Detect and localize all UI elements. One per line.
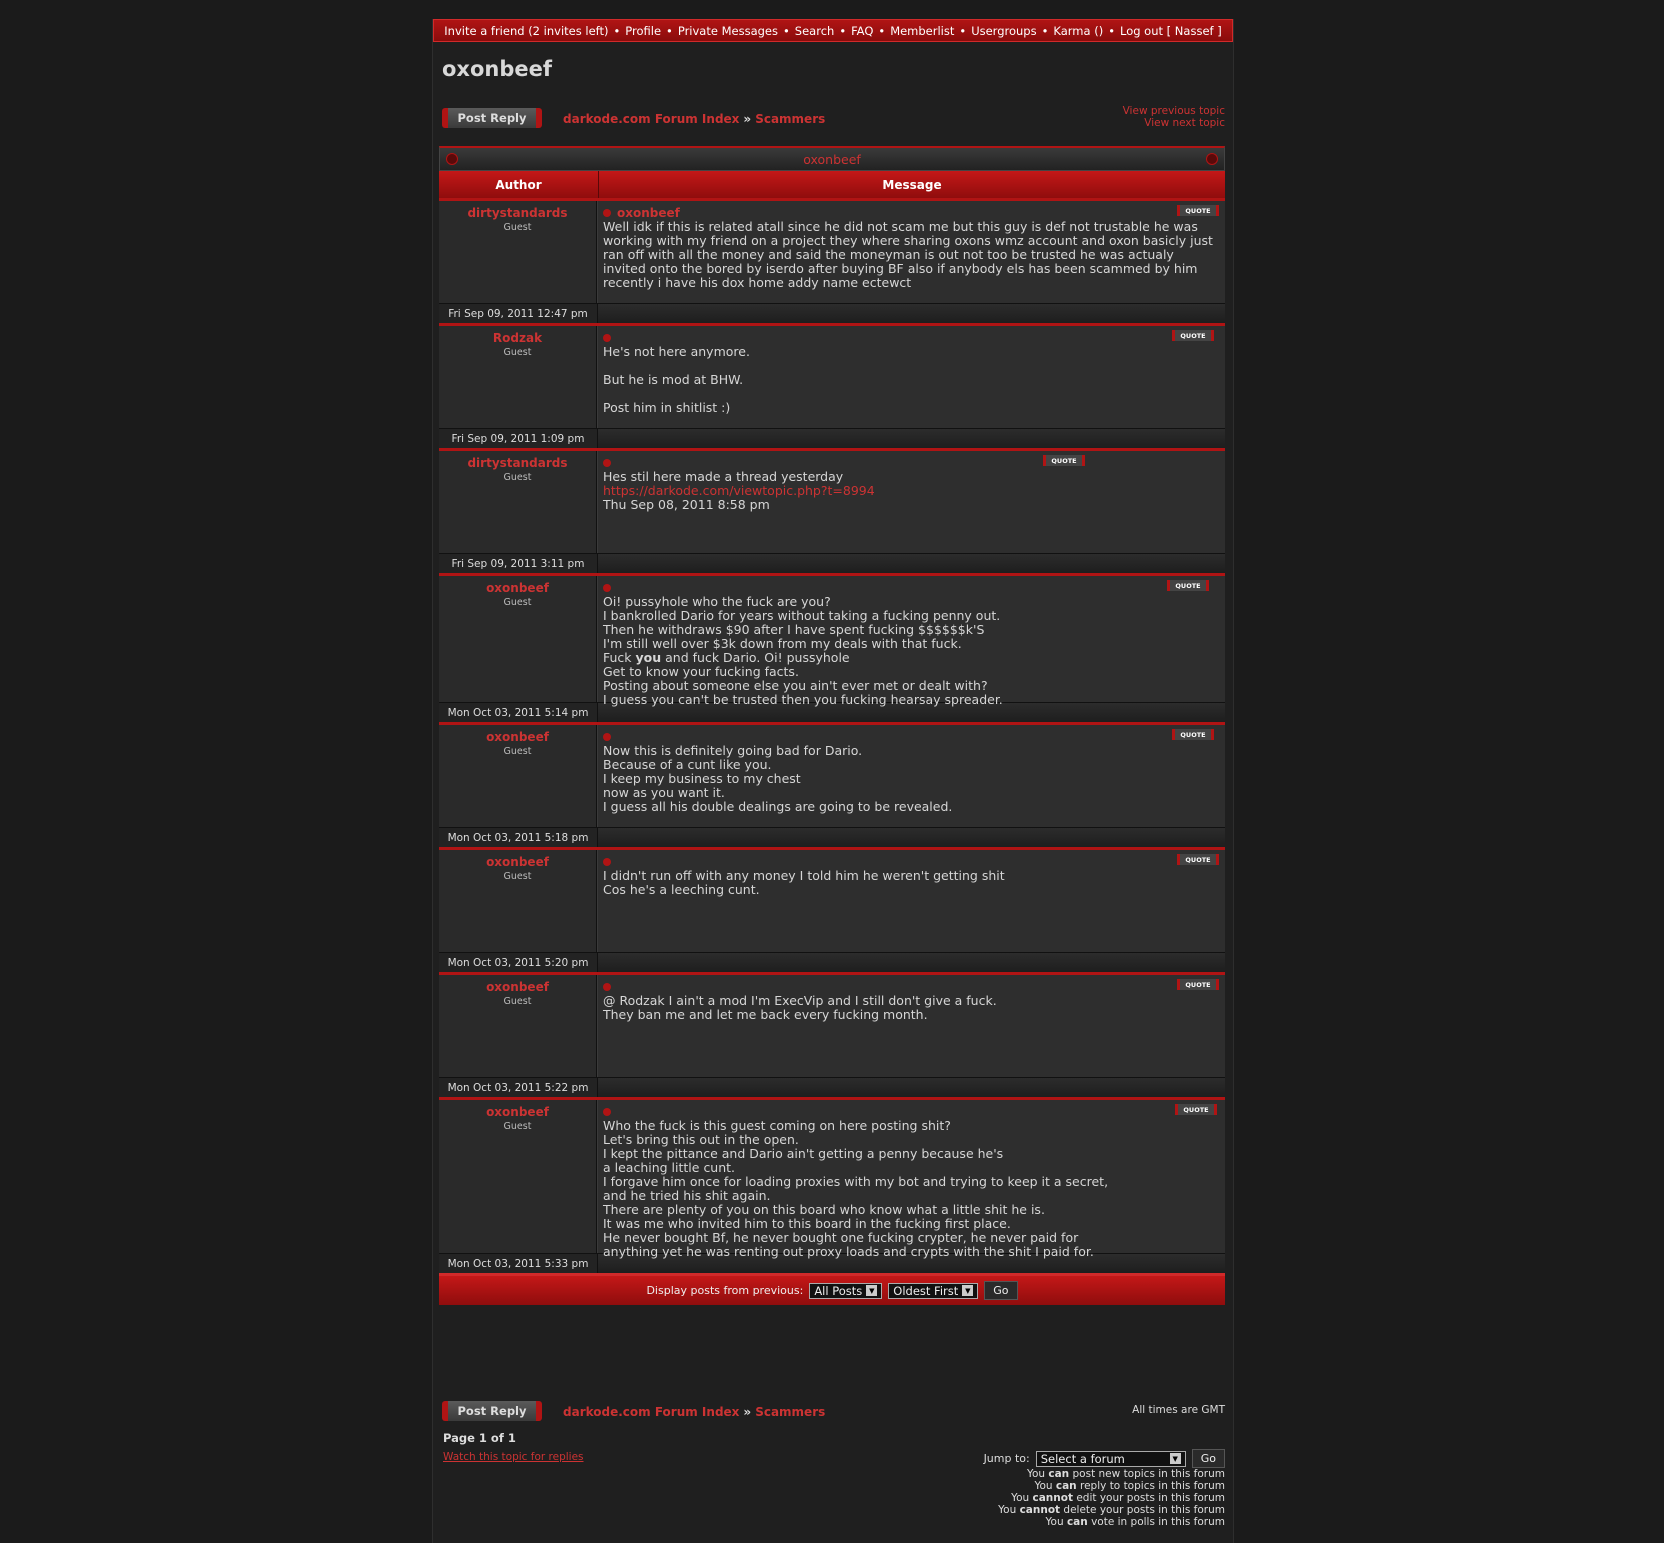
view-previous-topic-link[interactable]: View previous topic	[1122, 105, 1225, 117]
post-footer	[439, 303, 1225, 323]
display-options-bar	[439, 1273, 1225, 1305]
author-name-link[interactable]: oxonbeef	[486, 855, 549, 869]
post-body-text: and fuck Dario. Oi! pussyhole	[661, 650, 850, 665]
author-rank: Guest	[503, 347, 532, 358]
post-date: Mon Oct 03, 2011 5:14 pm	[439, 703, 598, 722]
post-body	[603, 470, 1219, 512]
breadcrumb-scammers[interactable]: Scammers	[755, 1405, 826, 1419]
post-message	[597, 1100, 1225, 1259]
topic-pager	[1123, 105, 1225, 129]
permission-line: You cannot edit your posts in this forum	[1011, 1492, 1225, 1504]
post-body-text: Oi! pussyhole who the fuck are you? I bankrolled Dario for years without taking a fucking penny out. Then he withdraws $90 after I have spent fucking $$$$$$k'S I'm still well over $3k down from my deals with that fuck.	[603, 594, 1001, 651]
post-icon	[603, 983, 611, 991]
chevron-down-icon: ▼	[866, 1285, 877, 1296]
panel-corner-dot-icon	[1206, 153, 1218, 165]
breadcrumb	[563, 112, 825, 126]
quote-button[interactable]: QUOTE	[1177, 205, 1219, 216]
posts-panel	[439, 146, 1225, 1305]
post-body: @ Rodzak I ain't a mod I'm ExecVip and I still don't give a fuck. They ban me and let me back every fucking month.	[603, 993, 997, 1022]
post-body: Who the fuck is this guest coming on here posting shit? Let's bring this out in the open. I kept the pittance and Dario ain't getting a penny because he's a leaching little cunt. I forgave him once for loading proxies with my bot and trying to keep it a secret, and he tried his shit again. There are plenty of you on this board who know what a little shit he is. It was me who invited him to this board in the fucking first place. He never bought Bf, he never bought one fucking crypter, he never paid for anything yet he was renting out proxy loads and crypts with the shit I paid for.	[603, 1118, 1109, 1259]
post-icon	[603, 459, 611, 467]
post	[439, 722, 1225, 847]
post-date: Fri Sep 09, 2011 3:11 pm	[439, 554, 598, 573]
display-label: Display posts from previous:	[646, 1284, 804, 1297]
author-rank: Guest	[503, 472, 532, 483]
chevron-down-icon: ▼	[962, 1285, 973, 1296]
post-body: Well idk if this is related atall since he did not scam me but this guy is def not trustable he was working with my friend on a project they where sharing oxons wmz account and oxon basicly just ran off with all the money and said the moneyman is out not too be trusted he was actualy invited onto the bored by iserdo after buying BF also if anybody els has been scammed by him recently i have his dox home addy name ectewct	[603, 219, 1217, 290]
post-body-text: Fuck	[603, 650, 636, 665]
breadcrumb-scammers[interactable]: Scammers	[755, 112, 826, 126]
forum-jump-value: Select a forum	[1040, 1451, 1125, 1466]
panel-header	[439, 146, 1225, 171]
post-footer	[439, 827, 1225, 847]
post-icon	[603, 334, 611, 342]
forum-jump-select[interactable]	[1036, 1451, 1186, 1467]
quote-button[interactable]: QUOTE	[1175, 1104, 1217, 1115]
post-reply-button[interactable]: Post Reply	[442, 108, 542, 128]
post-date: Fri Sep 09, 2011 12:47 pm	[439, 304, 598, 323]
post-footer	[439, 1077, 1225, 1097]
breadcrumb-forum-index[interactable]: darkode.com Forum Index	[563, 112, 740, 126]
author-name-link[interactable]: oxonbeef	[486, 1105, 549, 1119]
author-rank: Guest	[503, 746, 532, 757]
post-body: He's not here anymore. But he is mod at BHW. Post him in shitlist :)	[603, 344, 750, 415]
quote-button[interactable]: QUOTE	[1043, 455, 1085, 466]
post-date: Mon Oct 03, 2011 5:18 pm	[439, 828, 598, 847]
nav-search-link[interactable]: Search	[794, 23, 835, 38]
post-author	[439, 975, 597, 1077]
author-rank: Guest	[503, 222, 532, 233]
author-name-link[interactable]: dirtystandards	[467, 456, 568, 470]
nav-faq-link[interactable]: FAQ	[851, 23, 874, 38]
panel-corner-dot-icon	[446, 153, 458, 165]
author-name-link[interactable]: dirtystandards	[467, 206, 568, 220]
post-order-value: Oldest First	[893, 1283, 959, 1298]
post-icon	[603, 1108, 611, 1116]
nav-karma-link[interactable]: Karma ()	[1053, 23, 1104, 38]
author-rank: Guest	[503, 597, 532, 608]
post-reply-button[interactable]: Post Reply	[442, 1401, 542, 1421]
nav-private-messages-link[interactable]: Private Messages	[677, 23, 778, 38]
post-body: I didn't run off with any money I told him he weren't getting shit Cos he's a leeching cunt.	[603, 868, 1005, 897]
display-go-button[interactable]: Go	[984, 1281, 1017, 1300]
author-rank: Guest	[503, 871, 532, 882]
post-author	[439, 326, 597, 428]
post	[439, 448, 1225, 573]
top-navigation: Invite a friend (2 invites left) • Profile • Private Messages • Search • FAQ • Memberlist • Usergroups • Karma () • Log out [ Nassef ]	[433, 19, 1233, 42]
author-rank: Guest	[503, 1121, 532, 1132]
nav-usergroups-link[interactable]: Usergroups	[971, 23, 1037, 38]
bottom-section	[433, 1401, 1233, 1541]
post-message	[597, 975, 1225, 1077]
post-footer	[439, 428, 1225, 448]
post-message	[597, 451, 1225, 553]
permission-line: You can vote in polls in this forum	[1045, 1516, 1225, 1528]
post-message	[597, 725, 1225, 827]
jump-to	[984, 1449, 1225, 1468]
post-date: Fri Sep 09, 2011 1:09 pm	[439, 429, 598, 448]
permission-line: You can post new topics in this forum	[1026, 1468, 1225, 1480]
nav-memberlist-link[interactable]: Memberlist	[890, 23, 955, 38]
post-author	[439, 201, 597, 303]
jump-go-button[interactable]: Go	[1192, 1449, 1225, 1468]
post-message	[597, 326, 1225, 428]
author-name-link[interactable]: oxonbeef	[486, 980, 549, 994]
post-subject	[603, 581, 1219, 595]
page-title: oxonbeef	[442, 57, 553, 81]
author-name-link[interactable]: Rodzak	[492, 331, 543, 345]
post-body: Now this is definitely going bad for Dario. Because of a cunt like you. I keep my business to my chest now as you want it. I guess all his double dealings are going to be revealed.	[603, 743, 953, 814]
post-icon	[603, 209, 611, 217]
post-icon	[603, 584, 611, 592]
page-container	[432, 19, 1234, 1543]
post	[439, 573, 1225, 722]
post	[439, 972, 1225, 1097]
post-author	[439, 576, 597, 702]
topic-nav-row	[433, 97, 1233, 143]
nav-invite-link[interactable]: Invite a friend (2 invites left)	[444, 23, 609, 38]
post-date: Mon Oct 03, 2011 5:22 pm	[439, 1078, 598, 1097]
post-body-bold: you	[635, 650, 662, 665]
post-date: Mon Oct 03, 2011 5:20 pm	[439, 953, 598, 972]
post-icon	[603, 858, 611, 866]
post-body	[603, 595, 1219, 707]
post-subject	[603, 206, 1219, 220]
post-message	[597, 201, 1225, 303]
post-author	[439, 1100, 597, 1253]
author-name-link[interactable]: oxonbeef	[486, 581, 549, 595]
post	[439, 847, 1225, 972]
post-body-text: Thu Sep 08, 2011 8:58 pm	[603, 497, 770, 512]
watch-topic-link[interactable]: Watch this topic for replies	[443, 1451, 584, 1463]
post-subject	[603, 980, 1219, 994]
nav-logout-link[interactable]: Log out [ Nassef ]	[1119, 23, 1222, 38]
forum-permissions	[998, 1468, 1225, 1528]
post-subject-text: oxonbeef	[617, 206, 680, 220]
breadcrumb	[563, 1405, 825, 1419]
post-subject	[603, 730, 1219, 744]
chevron-down-icon: ▼	[1170, 1453, 1181, 1464]
post-subject	[603, 331, 1219, 345]
page-indicator: Page 1 of 1	[443, 1431, 516, 1445]
author-name-link[interactable]: oxonbeef	[486, 730, 549, 744]
post-footer	[439, 952, 1225, 972]
author-column-header: Author	[439, 171, 599, 198]
timezone-note: All times are GMT	[1132, 1404, 1225, 1416]
post	[439, 1097, 1225, 1273]
post-period-select[interactable]	[809, 1283, 882, 1299]
post-link[interactable]: https://darkode.com/viewtopic.php?t=8994	[603, 483, 875, 498]
post-message	[597, 576, 1225, 707]
jump-label: Jump to:	[983, 1452, 1030, 1465]
quote-button[interactable]: QUOTE	[1177, 979, 1219, 990]
quote-button[interactable]: QUOTE	[1167, 580, 1209, 591]
post-date: Mon Oct 03, 2011 5:33 pm	[439, 1254, 598, 1273]
post-footer	[439, 553, 1225, 573]
post-subject	[603, 456, 1219, 470]
author-rank: Guest	[503, 996, 532, 1007]
post	[439, 323, 1225, 448]
post-subject	[603, 855, 1219, 869]
permission-line: You can reply to topics in this forum	[1034, 1480, 1225, 1492]
breadcrumb-separator: »	[743, 1405, 752, 1419]
post	[439, 198, 1225, 323]
quote-button[interactable]: QUOTE	[1172, 330, 1214, 341]
column-header	[439, 171, 1225, 198]
post-author	[439, 451, 597, 553]
post-author	[439, 850, 597, 952]
post-body-text: Hes stil here made a thread yesterday	[603, 469, 844, 484]
breadcrumb-separator: »	[743, 112, 752, 126]
post-icon	[603, 733, 611, 741]
message-column-header: Message	[882, 177, 942, 192]
quote-button[interactable]: QUOTE	[1172, 729, 1214, 740]
post-order-select[interactable]	[888, 1283, 978, 1299]
post-message	[597, 850, 1225, 952]
post-body-text: Get to know your fucking facts. Posting about someone else you ain't ever met or dealt with? I guess you can't be trusted then you fucking hearsay spreader.	[603, 664, 1003, 707]
post-period-value: All Posts	[814, 1283, 863, 1298]
panel-topic-link[interactable]: oxonbeef	[803, 151, 861, 167]
view-next-topic-link[interactable]: View next topic	[1144, 117, 1225, 129]
breadcrumb-forum-index[interactable]: darkode.com Forum Index	[563, 1405, 740, 1419]
nav-profile-link[interactable]: Profile	[625, 23, 662, 38]
post-subject	[603, 1105, 1219, 1119]
permission-line: You cannot delete your posts in this forum	[998, 1504, 1225, 1516]
quote-button[interactable]: QUOTE	[1177, 854, 1219, 865]
post-author	[439, 725, 597, 827]
